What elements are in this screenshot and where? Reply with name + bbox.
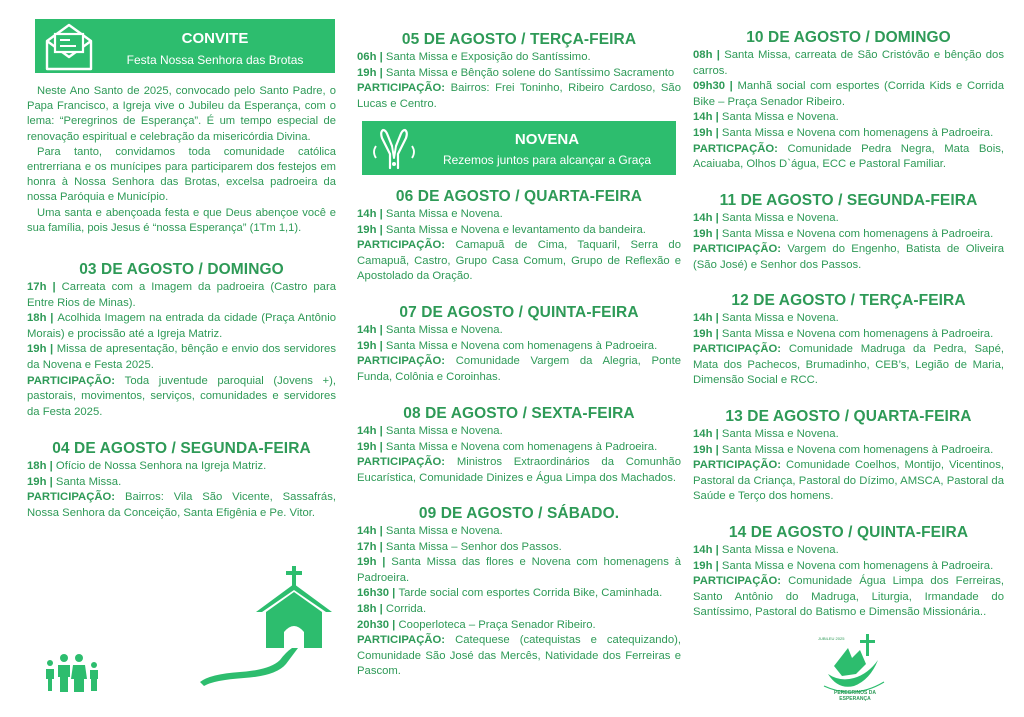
item-time: 19h (27, 475, 47, 488)
day-09: 09 DE AGOSTO / SÁBADO. 14h | Santa Missa e Novena. 17h | Santa Missa – Senhor dos Passos. 19h | Santa Missa das flores e Novena com homenagens à Padroeira. 16h30 | Tarde social com esportes Corrida Bike, Caminhada. 18h | Corrida. 20h30 | Cooperloteca – Praça Senador Ribeiro. PARTICIPAÇÃO: Catequese (catequistas e catequizando), Comunidade São José das Mercês, Natividade dos Ferreiras e Pascom. (357, 505, 682, 678)
item-text: Santa Missa e Novena. (385, 324, 503, 336)
item-time: PARTICIPAÇÃO: (357, 634, 446, 647)
item-text: Santa Missa e Novena com homenagens à Padroeira. (385, 440, 658, 453)
item-time: PARTICIPAÇÃO: (357, 82, 446, 95)
logo-small-text: JUBILEU 2025 (818, 636, 845, 641)
item-time: PARTICIPAÇÃO: (693, 243, 782, 256)
novena-banner (362, 121, 676, 175)
day-title: 06 DE AGOSTO / QUARTA-FEIRA (395, 188, 643, 205)
item-time: PARTICIPAÇÃO: (693, 575, 782, 588)
item-time: 19h (693, 559, 713, 572)
item-time: 14h (357, 324, 377, 336)
item-time: 19h (357, 223, 377, 236)
item-time: PARTICIPAÇÃO: (27, 491, 116, 504)
item-text: Santa Missa e Novena. (721, 111, 839, 124)
item-text: Cooperloteca – Praça Senador Ribeiro. (398, 618, 596, 631)
item-time: 18h (27, 460, 47, 472)
item-text: Santa Missa e Novena com homenagens à Padroeira. (721, 126, 994, 139)
item-text: Carreata com a Imagem da padroeira (Castro para Entre Rios de Minas). (27, 281, 336, 309)
day-title: 03 DE AGOSTO / DOMINGO (79, 261, 284, 278)
item-text: Santa Missa, carreata de São Cristóvão e bênção dos carros. (693, 49, 1004, 77)
item-text: Santa Missa e Novena. (385, 425, 503, 437)
item-text: Santa Missa e Novena com homenagens à Padroeira. (721, 559, 994, 572)
day-title: 13 DE AGOSTO / QUARTA-FEIRA (725, 408, 972, 425)
day-title: 12 DE AGOSTO / TERÇA-FEIRA (731, 292, 966, 309)
item-time: 19h (357, 440, 377, 453)
item-text: Comunidade Coelhos, Montijo, Vicentinos, Pastoral da Criança, Pastoral do Dízimo, AMSCA, Pastoral da Saúde e Terço dos homens. (693, 459, 1005, 503)
item-text: Missa de apresentação, bênção e envio dos servidores da Novena e Festa 2025. (27, 343, 336, 371)
item-time: 17h (27, 281, 47, 293)
convite-paragraph: Neste Ano Santo de 2025, convocado pelo Santo Padre, o Papa Francisco, a Igreja vive o Jubileu da Esperança, com o lema: “Peregrinos de Esperança”. É um tempo especial de renovação espiritual e celebração da misericórdia Divina. (27, 85, 336, 143)
praying-hands-icon (368, 124, 420, 172)
item-time: PARTICIPAÇÃO: (693, 459, 782, 472)
item-time: 19h (357, 556, 377, 569)
item-text: Toda juventude paroquial (Jovens +), pastorais, movimentos, serviços, comunidades e servidores da Festa 2025. (27, 374, 337, 418)
item-time: 20h30 (357, 618, 390, 631)
item-time: 14h (357, 208, 377, 220)
convite-title: CONVITE (181, 30, 249, 47)
family-icon (44, 653, 100, 693)
day-title: 14 DE AGOSTO / QUINTA-FEIRA (728, 524, 969, 541)
item-text: Santa Missa e Novena com homenagens à Padroeira. (721, 227, 994, 240)
item-time: 19h (693, 227, 713, 240)
item-text: Santa Missa e Novena. (721, 212, 839, 224)
item-time: 18h (357, 602, 377, 615)
day-06: 06 DE AGOSTO / QUARTA-FEIRA 14h | Santa Missa e Novena. 19h | Santa Missa e Novena e levantamento da bandeira. PARTICIPAÇÃO: Camapuã de Cima, Taquaril, Serra do Camapuã, Castro, Grupo Casa Comum, Grupo de Reflexão e Apostolado da Oração. (357, 188, 681, 283)
item-text: Manhã social com esportes (Corrida Kids e Corrida Bike – Praça Senador Ribeiro. (693, 80, 1004, 108)
item-text: Santa Missa e Bênção solene do Santíssimo Sacramento (385, 66, 675, 79)
day-12: 12 DE AGOSTO / TERÇA-FEIRA 14h | Santa Missa e Novena. 19h | Santa Missa e Novena com homenagens à Padroeira. PARTICIPAÇÃO: Comunidade Madruga da Pedra, Sapé, Mata dos Pachecos, Brumadinho, CEB’s, Legião de Maria, Dimensão Social e RCC. (693, 292, 1004, 387)
day-03: 03 DE AGOSTO / DOMINGO 17h | Carreata com a Imagem da padroeira (Castro para Entre Rios de Minas). 18h | Acolhida Imagem na entrada da cidade (Praça Antônio Morais) e procissão até a Igreja Matriz. 19h | Missa de apresentação, bênção e envio dos servidores da Novena e Festa 2025. PARTICIPAÇÃO: Toda juventude paroquial (Jovens +), pastorais, movimentos, serviços, comunidades e servidores da Festa 2025. (27, 261, 337, 418)
day-title: 05 DE AGOSTO / TERÇA-FEIRA (401, 31, 637, 48)
item-text: Comunidade Água Limpa dos Ferreiras, Santo Antônio do Madruga, Liturgia, Irmandade do Santíssimo, Pastoral do Batismo e Dimensão Missionária.. (693, 575, 1005, 619)
church-icon (200, 560, 350, 690)
novena-title: NOVENA (514, 131, 580, 148)
item-time: 14h (693, 544, 713, 556)
item-text: Comunidade Madruga da Pedra, Sapé, Mata dos Pachecos, Brumadinho, CEB’s, Legião de Maria, Dimensão Social e RCC. (693, 343, 1004, 387)
item-text: Santa Missa e Exposição do Santíssimo. (385, 51, 591, 63)
item-text: Catequese (catequistas e catequizando), Comunidade São José das Mercês, Natividade dos Ferreiras e Pascom. (357, 634, 682, 678)
item-time: 19h (693, 443, 713, 456)
item-text: Acolhida Imagem na entrada da cidade (Praça Antônio Morais) e procissão até a Igreja Matriz. (27, 312, 336, 340)
item-text: Santa Missa. (55, 475, 122, 488)
day-title: 04 DE AGOSTO / SEGUNDA-FEIRA (52, 440, 311, 457)
item-text: Comunidade Pedra Negra, Mata Bois, Acaiuaba, Olhos D`água, ECC e Pastoral Familiar. (693, 142, 1004, 171)
day-14: 14 DE AGOSTO / QUINTA-FEIRA 14h | Santa Missa e Novena. 19h | Santa Missa e Novena com homenagens à Padroeira. PARTICIPAÇÃO: Comunidade Água Limpa dos Ferreiras, Santo Antônio do Madruga, Liturgia, Irmandade do Santíssimo, Pastoral do Batismo e Dimensão Missionária.. (693, 524, 1005, 619)
item-text: Vargem do Engenho, Batista de Oliveira (São José) e Senhor dos Passos. (693, 243, 1004, 271)
item-time: 06h (357, 51, 377, 63)
day-title: 10 DE AGOSTO / DOMINGO (746, 29, 951, 46)
item-time: 14h (693, 312, 713, 324)
item-time: 16h30 (357, 587, 390, 600)
item-time: 14h (693, 212, 713, 224)
item-text: Santa Missa e Novena. (721, 312, 839, 324)
item-time: 08h (693, 49, 713, 61)
item-text: Santa Missa – Senhor dos Passos. (385, 540, 562, 553)
item-text: Camapuã de Cima, Taquaril, Serra do Camapuã, Castro, Grupo Casa Comum, Grupo de Reflexão e Apostolado da Oração. (357, 239, 681, 283)
item-time: PARTICIPAÇÃO: (357, 239, 446, 252)
item-text: Ofício de Nossa Senhora na Igreja Matriz. (55, 460, 267, 472)
day-08: 08 DE AGOSTO / SEXTA-FEIRA 14h | Santa Missa e Novena. 19h | Santa Missa e Novena com homenagens à Padroeira. PARTICIPAÇÃO: Ministros Extraordinários da Comunhão Eucarística, Comunidade Dinizes e Água Limpa dos Machados. (357, 405, 681, 484)
item-text: Comunidade Vargem da Alegria, Ponte Funda, Colônia e Coroinhas. (357, 355, 682, 383)
novena-subtitle: Rezemos juntos para alcançar a Graça (442, 153, 652, 167)
item-text: Tarde social com esportes Corrida Bike, Caminhada. (398, 587, 663, 600)
convite-text (27, 84, 336, 236)
jubilee-logo (816, 630, 892, 702)
item-text: Bairros: Vila São Vicente, Sassafrás, Nossa Senhora da Conceição, Santa Efigênia e Pe. Vitor. (27, 491, 336, 519)
item-time: 09h30 (693, 80, 726, 93)
day-title: 09 DE AGOSTO / SÁBADO. (418, 505, 620, 522)
item-text: Ministros Extraordinários da Comunhão Eucarística, Comunidade Dinizes e Água Limpa dos Machados. (357, 456, 681, 484)
item-time: 19h (693, 327, 713, 340)
item-time: PARTICIPAÇÃO: (693, 343, 782, 356)
day-10: 10 DE AGOSTO / DOMINGO 08h | Santa Missa, carreata de São Cristóvão e bênção dos carros. 09h30 | Manhã social com esportes (Corrida Kids e Corrida Bike – Praça Senador Ribeiro. 14h | Santa Missa e Novena. 19h | Santa Missa e Novena com homenagens à Padroeira. PARTICPAÇÃO: Comunidade Pedra Negra, Mata Bois, Acaiuaba, Olhos D`água, ECC e Pastoral Familiar. (693, 29, 1004, 171)
convite-subtitle: Festa Nossa Senhora das Brotas (126, 53, 304, 67)
item-time: 14h (693, 111, 713, 124)
convite-paragraph: Para tanto, convidamos toda comunidade católica entrerriana e os munícipes para participarem dos festejos em honra à Nossa Senhora das Brotas, excelsa padroeira da nossa Paróquia e Município. (27, 145, 336, 204)
convite-paragraph: Uma santa e abençoada festa e que Deus abençoe você e sua família, pois Jesus é “nossa Esperança” (1Tm 1,1). (27, 206, 336, 234)
day-13: 13 DE AGOSTO / QUARTA-FEIRA 14h | Santa Missa e Novena. 19h | Santa Missa e Novena com homenagens à Padroeira. PARTICIPAÇÃO: Comunidade Coelhos, Montijo, Vicentinos, Pastoral da Criança, Pastoral do Dízimo, AMSCA, Pastoral da Saúde e Terço dos homens. (693, 408, 1005, 503)
item-text: Santa Missa e Novena e levantamento da bandeira. (385, 223, 646, 236)
item-text: Santa Missa das flores e Novena com homenagens à Padroeira. (357, 556, 681, 584)
day-11: 11 DE AGOSTO / SEGUNDA-FEIRA 14h | Santa Missa e Novena. 19h | Santa Missa e Novena com homenagens à Padroeira. PARTICIPAÇÃO: Vargem do Engenho, Batista de Oliveira (São José) e Senhor dos Passos. (693, 192, 1004, 271)
convite-banner (35, 19, 335, 73)
item-text: Santa Missa e Novena com homenagens à Padroeira. (721, 327, 994, 340)
day-05: 05 DE AGOSTO / TERÇA-FEIRA 06h | Santa Missa e Exposição do Santíssimo. 19h | Santa Missa e Bênção solene do Santíssimo Sacramento PARTICIPAÇÃO: Bairros: Frei Toninho, Ribeiro Cardoso, São Lucas e Centro. (357, 31, 682, 110)
day-title: 08 DE AGOSTO / SEXTA-FEIRA (403, 405, 635, 422)
day-07: 07 DE AGOSTO / QUINTA-FEIRA 14h | Santa Missa e Novena. 19h | Santa Missa e Novena com homenagens à Padroeira. PARTICIPAÇÃO: Comunidade Vargem da Alegria, Ponte Funda, Colônia e Coroinhas. (357, 304, 682, 383)
item-text: Santa Missa e Novena. (721, 544, 839, 556)
envelope-icon (43, 21, 95, 73)
item-text: Santa Missa e Novena com homenagens à Padroeira. (721, 443, 994, 456)
item-time: 19h (27, 343, 47, 356)
item-time: 14h (357, 425, 377, 437)
item-time: 19h (357, 66, 377, 79)
item-time: PARTICIPAÇÃO: (357, 355, 446, 368)
item-text: Bairros: Frei Toninho, Ribeiro Cardoso, São Lucas e Centro. (357, 82, 682, 110)
item-time: PARTICIPAÇÃO: (27, 374, 116, 387)
item-text: Santa Missa e Novena com homenagens à Padroeira. (385, 339, 658, 352)
item-time: 14h (357, 525, 377, 537)
logo-text: PEREGRINOS DA ESPERANÇA (834, 690, 876, 702)
item-time: PARTICPAÇÃO: (693, 142, 778, 155)
item-text: Santa Missa e Novena. (721, 428, 839, 440)
item-time: 19h (693, 126, 713, 139)
item-time: 17h (357, 540, 377, 553)
day-title: 11 DE AGOSTO / SEGUNDA-FEIRA (719, 192, 978, 209)
item-text: Corrida. (385, 602, 427, 615)
day-title: 07 DE AGOSTO / QUINTA-FEIRA (399, 304, 639, 321)
day-04: 04 DE AGOSTO / SEGUNDA-FEIRA 18h | Ofício de Nossa Senhora na Igreja Matriz. 19h | Santa Missa. PARTICIPAÇÃO: Bairros: Vila São Vicente, Sassafrás, Nossa Senhora da Conceição, Santa Efigênia e Pe. Vitor. (27, 440, 336, 519)
item-time: 14h (693, 428, 713, 440)
item-time: PARTICIPAÇÃO: (357, 456, 446, 469)
item-text: Santa Missa e Novena. (385, 525, 503, 537)
item-text: Santa Missa e Novena. (385, 208, 503, 220)
item-time: 19h (357, 339, 377, 352)
item-time: 18h (27, 312, 47, 325)
